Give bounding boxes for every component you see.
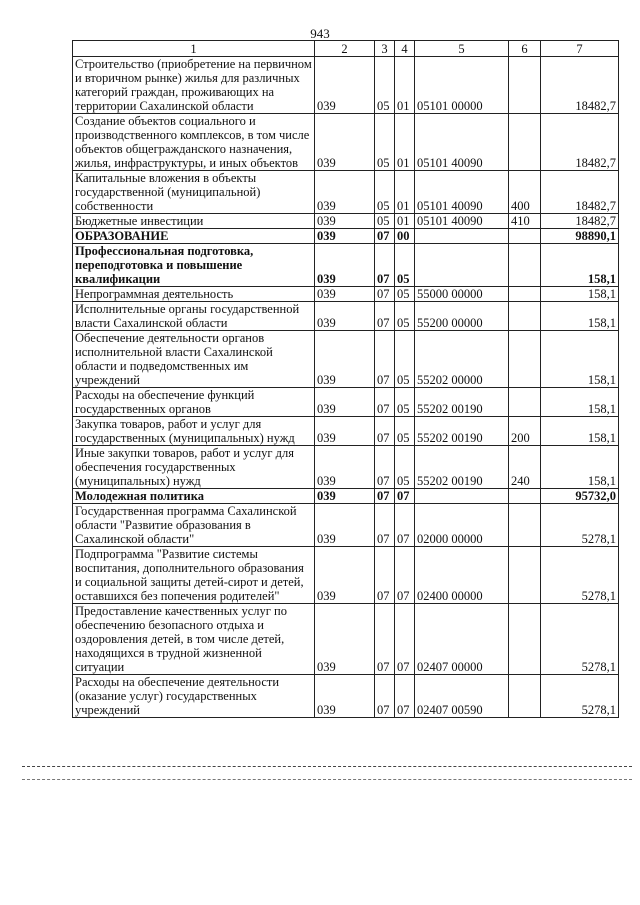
section-code-cell: 07	[375, 417, 395, 446]
expense-type-cell: 200	[509, 417, 541, 446]
amount-cell: 18482,7	[541, 114, 619, 171]
article-code-cell: 02000 00000	[415, 504, 509, 547]
amount-cell: 18482,7	[541, 214, 619, 229]
column-header: 3	[375, 41, 395, 57]
subsection-code-cell: 05	[395, 302, 415, 331]
table-row	[73, 604, 619, 675]
section-code-cell: 07	[375, 504, 395, 547]
section-code-cell: 07	[375, 604, 395, 675]
row-name-cell: Бюджетные инвестиции	[73, 214, 315, 229]
section-code-cell: 07	[375, 547, 395, 604]
amount-cell: 5278,1	[541, 675, 619, 718]
row-name-cell: Строительство (приобретение на первичном и вторичном рынке) жилья для различных категорий граждан, проживающих на территории Сахалинской области	[73, 57, 315, 114]
article-code-cell: 02407 00590	[415, 675, 509, 718]
article-code-cell	[415, 489, 509, 504]
row-name-cell: Подпрограмма "Развитие системы воспитания, дополнительного образования и социальной защиты детей-сирот и детей, оставшихся без попечения родителей"	[73, 547, 315, 604]
expense-type-cell	[509, 244, 541, 287]
amount-cell: 158,1	[541, 446, 619, 489]
subsection-code-cell: 05	[395, 331, 415, 388]
amount-cell: 158,1	[541, 287, 619, 302]
ministry-code-cell: 039	[315, 417, 375, 446]
amount-cell: 18482,7	[541, 57, 619, 114]
subsection-code-cell: 07	[395, 547, 415, 604]
table-row	[73, 302, 619, 331]
subsection-code-cell: 00	[395, 229, 415, 244]
row-name-cell: Создание объектов социального и производственного комплексов, в том числе объектов общегражданского назначения, жилья, инфраструктуры, и иных объектов	[73, 114, 315, 171]
table-row	[73, 214, 619, 229]
scan-artifact-line	[22, 766, 632, 780]
subsection-code-cell: 01	[395, 171, 415, 214]
section-code-cell: 07	[375, 331, 395, 388]
table-row	[73, 114, 619, 171]
expense-type-cell	[509, 114, 541, 171]
article-code-cell: 55202 00190	[415, 446, 509, 489]
row-name-cell: Закупка товаров, работ и услуг для государственных (муниципальных) нужд	[73, 417, 315, 446]
amount-cell: 95732,0	[541, 489, 619, 504]
column-header: 5	[415, 41, 509, 57]
ministry-code-cell: 039	[315, 489, 375, 504]
ministry-code-cell: 039	[315, 229, 375, 244]
column-header: 4	[395, 41, 415, 57]
amount-cell: 5278,1	[541, 504, 619, 547]
row-name-cell: Исполнительные органы государственной власти Сахалинской области	[73, 302, 315, 331]
article-code-cell: 05101 00000	[415, 57, 509, 114]
ministry-code-cell: 039	[315, 287, 375, 302]
subsection-code-cell: 07	[395, 504, 415, 547]
article-code-cell: 55200 00000	[415, 302, 509, 331]
article-code-cell: 55202 00190	[415, 417, 509, 446]
table-row	[73, 417, 619, 446]
article-code-cell: 55202 00000	[415, 331, 509, 388]
section-code-cell: 07	[375, 675, 395, 718]
table-row	[73, 504, 619, 547]
subsection-code-cell: 01	[395, 114, 415, 171]
table-row	[73, 489, 619, 504]
article-code-cell: 05101 40090	[415, 171, 509, 214]
ministry-code-cell: 039	[315, 214, 375, 229]
table-row	[73, 675, 619, 718]
subsection-code-cell: 05	[395, 417, 415, 446]
article-code-cell: 55202 00190	[415, 388, 509, 417]
article-code-cell: 05101 40090	[415, 214, 509, 229]
article-code-cell: 55000 00000	[415, 287, 509, 302]
section-code-cell: 07	[375, 489, 395, 504]
row-name-cell: Обеспечение деятельности органов исполнительной власти Сахалинской области и подведомственных им учреждений	[73, 331, 315, 388]
column-header: 2	[315, 41, 375, 57]
amount-cell: 158,1	[541, 417, 619, 446]
table-row	[73, 244, 619, 287]
table-row	[73, 331, 619, 388]
row-name-cell: Иные закупки товаров, работ и услуг для обеспечения государственных (муниципальных) нужд	[73, 446, 315, 489]
table-row	[73, 388, 619, 417]
article-code-cell: 02400 00000	[415, 547, 509, 604]
ministry-code-cell: 039	[315, 57, 375, 114]
column-header: 6	[509, 41, 541, 57]
section-code-cell: 07	[375, 302, 395, 331]
row-name-cell: Непрограммная деятельность	[73, 287, 315, 302]
subsection-code-cell: 07	[395, 604, 415, 675]
article-code-cell	[415, 229, 509, 244]
amount-cell: 98890,1	[541, 229, 619, 244]
section-code-cell: 07	[375, 229, 395, 244]
table-row	[73, 171, 619, 214]
expense-type-cell	[509, 504, 541, 547]
expense-type-cell	[509, 57, 541, 114]
section-code-cell: 07	[375, 388, 395, 417]
section-code-cell: 05	[375, 171, 395, 214]
row-name-cell: Профессиональная подготовка, переподготовка и повышение квалификации	[73, 244, 315, 287]
section-code-cell: 07	[375, 446, 395, 489]
amount-cell: 158,1	[541, 302, 619, 331]
ministry-code-cell: 039	[315, 388, 375, 417]
ministry-code-cell: 039	[315, 244, 375, 287]
row-name-cell: Предоставление качественных услуг по обеспечению безопасного отдыха и оздоровления детей, в том числе детей, находящихся в трудной жизненной ситуации	[73, 604, 315, 675]
subsection-code-cell: 05	[395, 446, 415, 489]
row-name-cell: Государственная программа Сахалинской области "Развитие образования в Сахалинской области"	[73, 504, 315, 547]
expense-type-cell	[509, 604, 541, 675]
expense-type-cell: 400	[509, 171, 541, 214]
expense-type-cell	[509, 489, 541, 504]
amount-cell: 158,1	[541, 244, 619, 287]
ministry-code-cell: 039	[315, 547, 375, 604]
column-header: 1	[73, 41, 315, 57]
ministry-code-cell: 039	[315, 446, 375, 489]
subsection-code-cell: 07	[395, 675, 415, 718]
expense-type-cell	[509, 287, 541, 302]
section-code-cell: 05	[375, 214, 395, 229]
ministry-code-cell: 039	[315, 604, 375, 675]
ministry-code-cell: 039	[315, 302, 375, 331]
expense-type-cell	[509, 388, 541, 417]
ministry-code-cell: 039	[315, 331, 375, 388]
ministry-code-cell: 039	[315, 114, 375, 171]
table-header-row	[73, 41, 619, 57]
table-row	[73, 229, 619, 244]
expense-type-cell	[509, 229, 541, 244]
article-code-cell	[415, 244, 509, 287]
section-code-cell: 07	[375, 244, 395, 287]
section-code-cell: 05	[375, 57, 395, 114]
expense-type-cell	[509, 302, 541, 331]
amount-cell: 158,1	[541, 331, 619, 388]
page-number: 943	[310, 26, 330, 41]
table-row	[73, 287, 619, 302]
row-name-cell: Расходы на обеспечение функций государственных органов	[73, 388, 315, 417]
row-name-cell: Капитальные вложения в объекты государственной (муниципальной) собственности	[73, 171, 315, 214]
subsection-code-cell: 05	[395, 388, 415, 417]
amount-cell: 158,1	[541, 388, 619, 417]
table-row	[73, 446, 619, 489]
row-name-cell: Расходы на обеспечение деятельности (оказание услуг) государственных учреждений	[73, 675, 315, 718]
section-code-cell: 05	[375, 114, 395, 171]
table-row	[73, 57, 619, 114]
ministry-code-cell: 039	[315, 171, 375, 214]
table-body	[73, 57, 619, 718]
subsection-code-cell: 05	[395, 287, 415, 302]
row-name-cell: ОБРАЗОВАНИЕ	[73, 229, 315, 244]
ministry-code-cell: 039	[315, 675, 375, 718]
subsection-code-cell: 01	[395, 57, 415, 114]
expense-type-cell	[509, 331, 541, 388]
budget-table	[72, 40, 619, 718]
amount-cell: 5278,1	[541, 604, 619, 675]
expense-type-cell: 410	[509, 214, 541, 229]
article-code-cell: 05101 40090	[415, 114, 509, 171]
row-name-cell: Молодежная политика	[73, 489, 315, 504]
table-row	[73, 547, 619, 604]
article-code-cell: 02407 00000	[415, 604, 509, 675]
section-code-cell: 07	[375, 287, 395, 302]
expense-type-cell: 240	[509, 446, 541, 489]
subsection-code-cell: 05	[395, 244, 415, 287]
amount-cell: 18482,7	[541, 171, 619, 214]
subsection-code-cell: 07	[395, 489, 415, 504]
ministry-code-cell: 039	[315, 504, 375, 547]
subsection-code-cell: 01	[395, 214, 415, 229]
amount-cell: 5278,1	[541, 547, 619, 604]
expense-type-cell	[509, 547, 541, 604]
column-header: 7	[541, 41, 619, 57]
expense-type-cell	[509, 675, 541, 718]
